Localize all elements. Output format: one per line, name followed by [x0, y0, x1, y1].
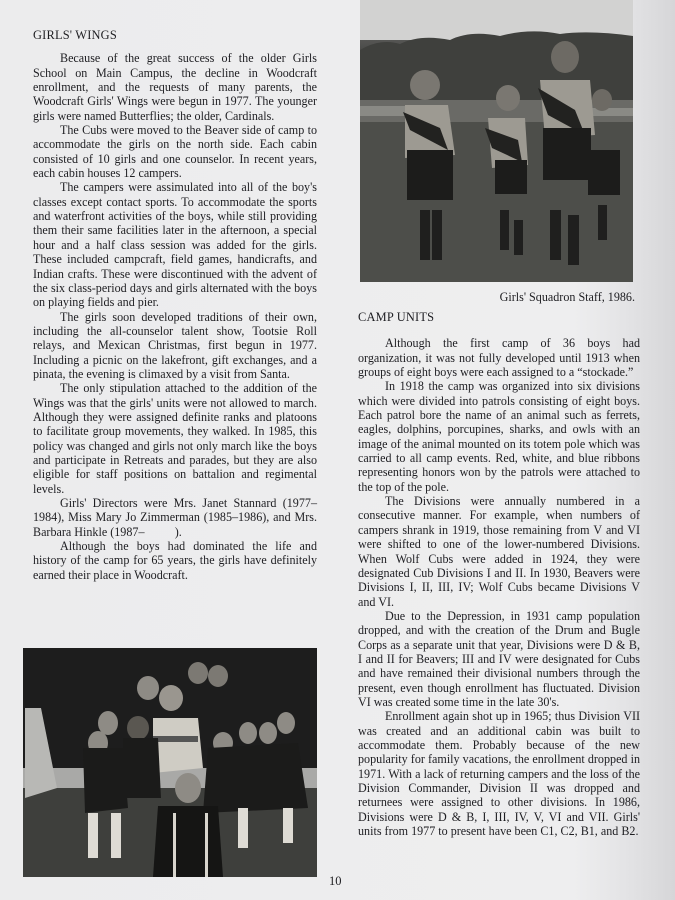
paragraph: The only stipulation attached to the addition of the Wings was that the girls' units were not allowed to march. Although they were assigned definite ranks and platoons to facilitate group movements, they walked. In 1985, this policy was changed and girls not only march like the boys and participate in Retreats and parades, but they are also eligible for staff positions on battalion and regimental levels. [33, 381, 317, 496]
paragraph: Due to the Depression, in 1931 camp population dropped, and with the creation of the Drum and Bugle Corps as a separate unit that year, Divisions were D & B, I and II for Beavers; III and IV were designated for Cubs and have remained their divisional numbers through the present, even though enrollment has fluctuated. Division VI was created some time in the late 30's. [358, 608, 640, 709]
section-heading-camp-units: CAMP UNITS [358, 310, 435, 324]
paragraph: The Cubs were moved to the Beaver side of camp to accommodate the girls on the north side. Each cabin consisted of 10 girls and one counselor. In recent years, each cabin houses 12 campers. [33, 123, 317, 181]
girls-group-illustration [23, 648, 317, 877]
article-camp-units [358, 310, 640, 838]
paragraph: The Divisions were annually numbered in a consecutive manner. For example, when numbers of campers shrank in 1919, those remaining from V and VI were shifted to one of the lower-numbered Divisions. When Wolf Cubs were added in 1924, they were designated Cub Divisions I and II. In 1930, Beavers were Divisions I, II, III, IV; Wolf Cubs became Divisions V and VI. [358, 494, 640, 609]
photo-girls-squadron-staff-marching [360, 0, 633, 282]
paragraph: Although the boys had dominated the life and history of the camp for 65 years, the girls have definitely earned their place in Woodcraft. [33, 539, 317, 582]
paragraph: In 1918 the camp was organized into six divisions which were divided into patrols consisting of eight boys. Each patrol bore the name of an animal such as ferrets, eagles, dolphins, porcupines, sharks, and owls with an image of the animal mounted on its totem pole which was carried to all camp events. Red, white, and blue ribbons representing honors won by the patrols were attached to the top of the pole. [358, 379, 640, 494]
marching-girls-illustration [360, 0, 633, 282]
paragraph: The campers were assimulated into all of the boy's classes except contact sports. To accommodate the sports and waterfront activities of the boys, while still providing them their same facilities later in the afternoon, a special hour and a half class session was added for the girls. These included campcraft, field games, handicrafts, and Indian crafts. These were discontinued with the advent of the six class-period days and girls alternated with the boys on playing fields and pier. [33, 180, 317, 310]
paragraph: The girls soon developed traditions of their own, including the all-counselor talent show, Tootsie Roll relays, and Mexican Christmas, first begun in 1977. Including a picnic on the lakefront, gift exchanges, and a pinata, the evening is climaxed by a visit from Santa. [33, 309, 317, 381]
paragraph: Enrollment again shot up in 1965; thus Division VII was created and an additional cabin was built to accommodate them. Probably because of the new popularity for family vacations, the enrollment dropped in 1971. With a lack of returning campers and the loss of the Division Commander, Division II was dropped and returnees were assigned to other divisions. In 1986, Divisions were D & B, I, III, IV, V, VI and VII. Girls' units from 1977 to present have been C1, C2, B1, and B2. [358, 709, 640, 839]
section-heading-girls-wings: GIRLS' WINGS [33, 28, 117, 42]
paragraph: Girls' Directors were Mrs. Janet Stannard (1977–1984), Miss Mary Jo Zimmerman (1985–1986), and Mrs. Barbara Hinkle (1987– ). [33, 496, 321, 539]
article-girls-wings [33, 28, 321, 582]
paragraph: Although the first camp of 36 boys had organization, it was not fully developed until 1913 when groups of eight boys were each assigned to a “stockade.” [358, 336, 640, 380]
paragraph: Because of the great success of the older Girls School on Main Campus, the decline in Woodcraft enrollment, and the requests of many parents, the Woodcraft Girls' Wings were begun in 1977. The younger girls were named Butterflies; the older, Cardinals. [33, 51, 317, 123]
photo-girls-group [23, 648, 317, 877]
photo-caption: Girls' Squadron Staff, 1986. [499, 290, 635, 304]
page-number: 10 [329, 874, 342, 888]
